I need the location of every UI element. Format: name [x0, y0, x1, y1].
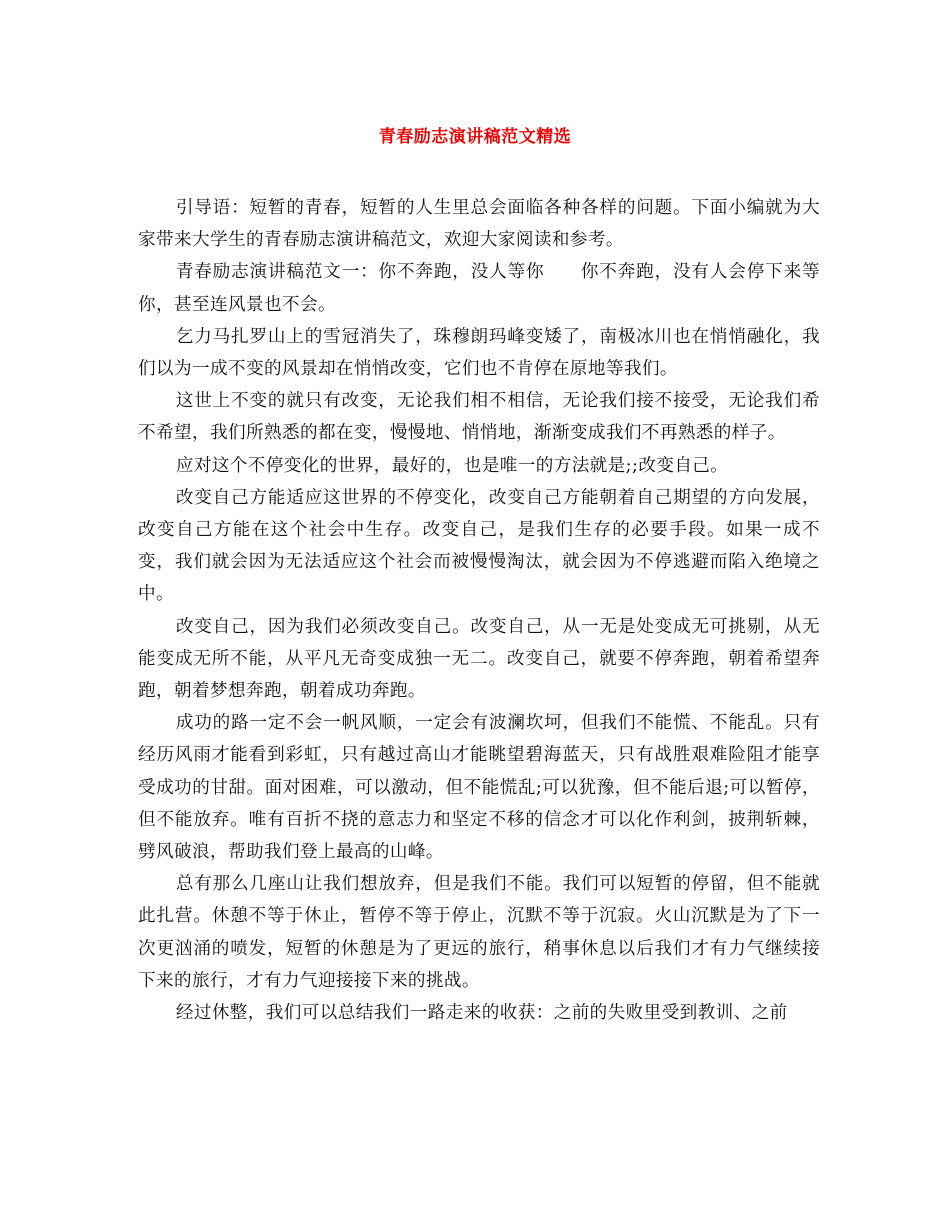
document-title: 青春励志演讲稿范文精选 — [378, 127, 572, 147]
paragraph-text: 经过休整，我们可以总结我们一路走来的收获：之前的失败里受到教训、之前 — [175, 1003, 788, 1024]
essay-one-heading: 青春励志演讲稿范文一：你不奔跑，没人等你 — [175, 262, 545, 283]
paragraph-essay-heading — [138, 256, 820, 320]
essay-one-opening: 你不奔跑，没有人会停下来等你，甚至连风景也不会。 — [138, 262, 820, 315]
paragraph-intro: 引导语：短暂的青春，短暂的人生里总会面临各种各样的问题。下面小编就为大家带来大学生的青春励志演讲稿范文，欢迎大家阅读和参考。 — [138, 198, 820, 251]
document-body — [138, 192, 820, 1029]
paragraph-text: 应对这个不停变化的世界，最好的，也是唯一的方法就是;;改变自己。 — [175, 455, 729, 476]
paragraph-text: 改变自己方能适应这世界的不停变化，改变自己方能朝着自己期望的方向发展，改变自己方能在这个社会中生存。改变自己，是我们生存的必要手段。如果一成不变，我们就会因为无法适应这个社会而被慢慢淘汰，就会因为不停逃避而陷入绝境之中。 — [138, 487, 820, 605]
paragraph-text: 这世上不变的就只有改变，无论我们相不相信，无论我们接不接受，无论我们希不希望，我们所熟悉的都在变，慢慢地、悄悄地，渐渐变成我们不再熟悉的样子。 — [138, 391, 820, 444]
paragraph-text: 乞力马扎罗山上的雪冠消失了，珠穆朗玛峰变矮了，南极冰川也在悄悄融化，我们以为一成不变的风景却在悄悄改变，它们也不肯停在原地等我们。 — [138, 326, 820, 380]
paragraph-text: 成功的路一定不会一帆风顺，一定会有波澜坎坷，但我们不能慌、不能乱。只有经历风雨才能看到彩虹，只有越过高山才能眺望碧海蓝天，只有战胜艰难险阻才能享受成功的甘甜。面对困难，可以激动，但不能慌乱;可以犹豫，但不能后退;可以暂停，但不能放弃。唯有百折不挠的意志力和坚定不移的信念才可以化作利剑，披荆斩棘，劈风破浪，帮助我们登上最高的山峰。 — [138, 713, 820, 863]
paragraph-text: 总有那么几座山让我们想放弃，但是我们不能。我们可以短暂的停留，但不能就此扎营。休憩不等于休止，暂停不等于停止，沉默不等于沉寂。火山沉默是为了下一次更汹涌的喷发，短暂的休憩是为了更远的旅行，稍事休息以后我们才有力气继续接下来的旅行，才有力气迎接接下来的挑战。 — [138, 874, 820, 991]
paragraph-text: 改变自己，因为我们必须改变自己。改变自己，从一无是处变成无可挑剔，从无能变成无所不能，从平凡无奇变成独一无二。改变自己，就要不停奔跑，朝着希望奔跑，朝着梦想奔跑，朝着成功奔跑。 — [138, 616, 820, 702]
